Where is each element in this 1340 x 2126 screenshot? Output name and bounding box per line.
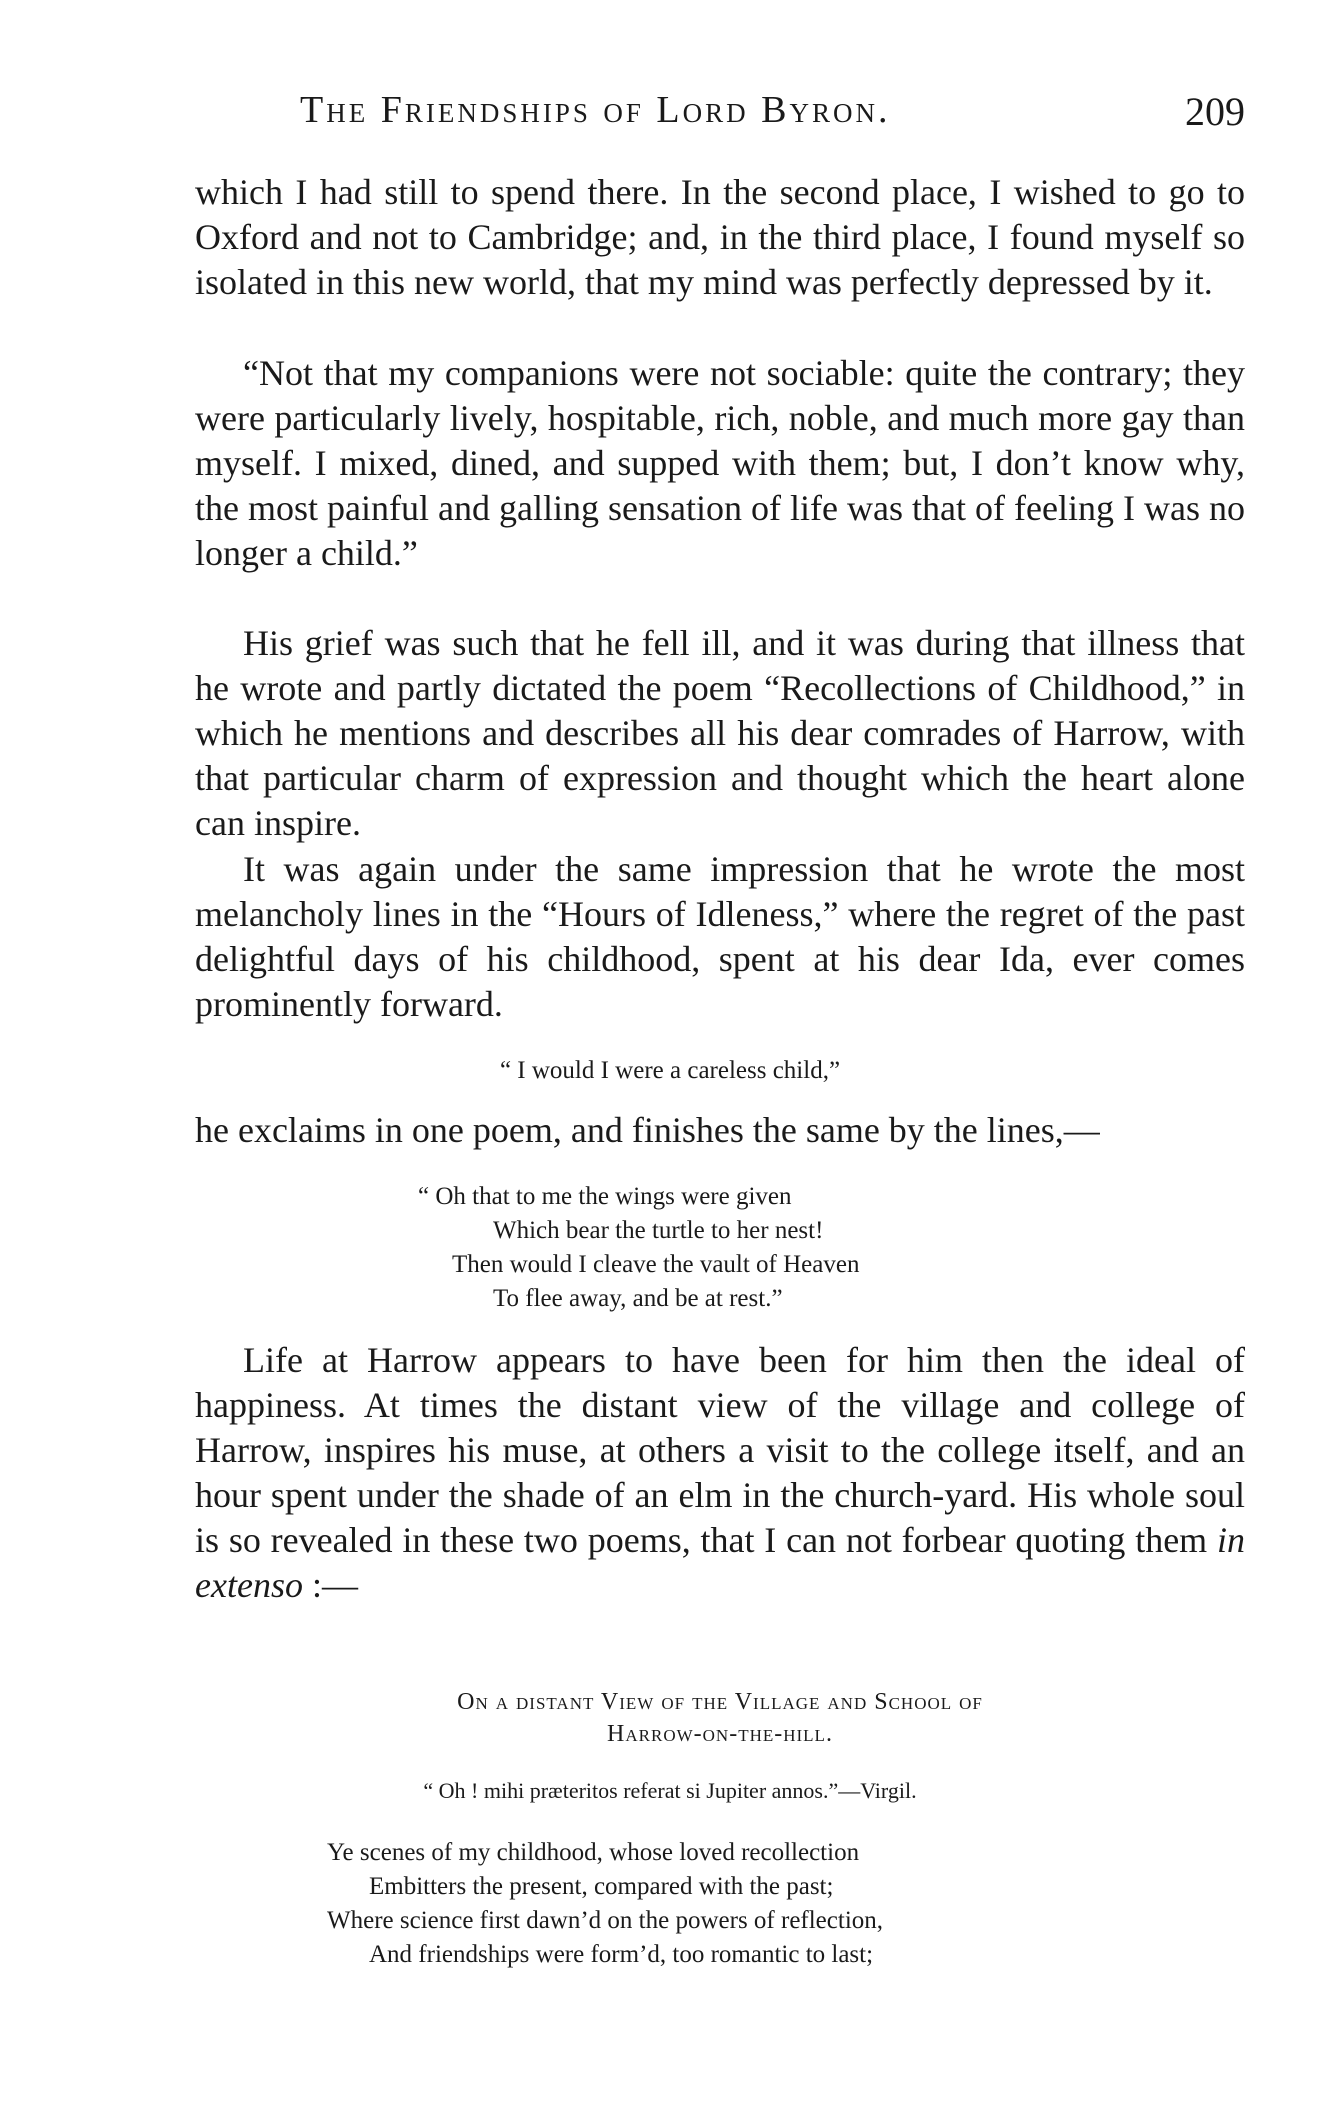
verse-block-1: [418, 1180, 859, 1316]
poem-heading-line-1: On a distant View of the Village and School of: [457, 1689, 983, 1715]
paragraph-life-text: Life at Harrow appears to have been for him then the ideal of happiness. At times the distant view of the village and college of Harrow, inspires his muse, at others a visit to the college itself, and an hour spent under the shade of an elm in the church-yard. His whole soul is so revealed in these two poems, that I can not forbear quoting them: [195, 1340, 1245, 1560]
verse2-line-2: Embitters the present, compared with the past;: [369, 1873, 834, 1900]
poem-heading: [195, 1686, 1245, 1750]
verse2-line-4: And friendships were form’d, too romantic to last;: [369, 1941, 874, 1968]
paragraph-1: which I had still to spend there. In the second place, I wished to go to Oxford and not to Cambridge; and, in the third place, I found myself so isolated in this new world, that my mind was perfectly depressed by it.: [195, 172, 1245, 302]
quote-line: “ I would I were a careless child,”: [499, 1057, 841, 1084]
verse2-line-3: Where science first dawn’d on the powers of reflection,: [327, 1907, 884, 1934]
paragraph-life: [195, 1338, 1245, 1608]
exclaim-line: he exclaims in one poem, and finishes the same by the lines,—: [195, 1110, 1100, 1150]
verse1-line-4: To flee away, and be at rest.”: [493, 1285, 783, 1312]
paragraph-3: His grief was such that he fell ill, and it was during that illness that he wrote and partly dictated the poem “Recollections of Childhood,” in which he mentions and describes all his dear comrades of Harrow, with that particular charm of expression and thought which the heart alone can inspire.: [195, 623, 1245, 843]
epigraph: “ Oh ! mihi præteritos referat si Jupiter annos.”—Virgil.: [423, 1778, 917, 1803]
paragraph-life-italic: in extenso: [195, 1520, 1245, 1605]
verse1-line-3: Then would I cleave the vault of Heaven: [452, 1251, 860, 1278]
paragraph-4: It was again under the same impression that he wrote the most melancholy lines in the “Hours of Idleness,” where the regret of the past delightful days of his childhood, spent at his dear Ida, ever comes prominently forward.: [195, 849, 1245, 1024]
verse1-line-1: “ Oh that to me the wings were given: [418, 1183, 792, 1210]
running-title: The Friendships of Lord Byron.: [300, 89, 891, 131]
page-number: 209: [1185, 89, 1245, 134]
paragraph-2: “Not that my companions were not sociable: quite the contrary; they were particularly lively, hospitable, rich, noble, and much more gay than myself. I mixed, dined, and supped with them; but, I don’t know why, the most painful and galling sensation of life was that of feeling I was no longer a child.”: [195, 353, 1245, 573]
verse1-line-2: Which bear the turtle to her nest!: [493, 1217, 824, 1244]
verse-block-2: [327, 1836, 883, 1972]
paragraph-life-end: :—: [311, 1565, 358, 1605]
poem-heading-line-2: Harrow-on-the-hill.: [607, 1721, 833, 1747]
verse2-line-1: Ye scenes of my childhood, whose loved recollection: [327, 1839, 860, 1866]
